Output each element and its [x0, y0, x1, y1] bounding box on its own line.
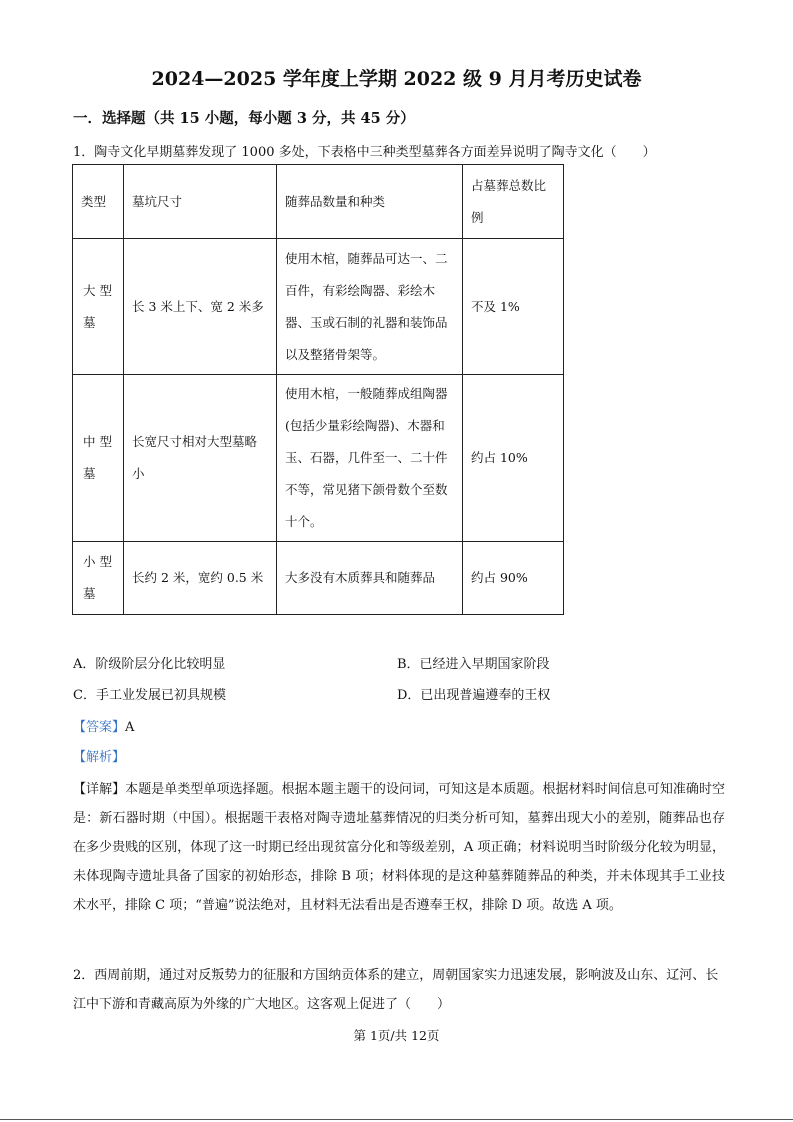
question-2-stem: 2．西周前期，通过对反叛势力的征服和方国纳贡体系的建立，周朝国家实力迅速发展，影响波及山东、辽河、长江中下游和青藏高原为外缘的广大地区。这客观上促进了（ ）: [73, 968, 719, 1012]
bottom-divider: [0, 1119, 793, 1120]
cell-goods: 大多没有木质葬具和随葬品: [277, 542, 463, 615]
answer-value: A: [125, 720, 135, 735]
answer-line: [73, 716, 134, 735]
tomb-comparison-table: [72, 164, 564, 615]
option-c[interactable]: C．手工业发展已初具规模: [73, 688, 226, 703]
answer-label: 【答案】: [73, 720, 126, 735]
header-cell-type: 类型: [73, 165, 124, 239]
cell-size: 长 3 米上下、宽 2 米多: [124, 239, 277, 375]
question-1-stem: 1．陶寺文化早期墓葬发现了 1000 多处，下表格中三种类型墓葬各方面差异说明了陶寺文化（ ）: [73, 145, 656, 160]
cell-type: 小 型 墓: [73, 542, 124, 615]
header-cell-goods: 随葬品数量和种类: [277, 165, 463, 239]
cell-ratio: 约占 90%: [463, 542, 564, 615]
exam-title: 2024—2025 学年度上学期 2022 级 9 月月考历史试卷: [151, 68, 642, 90]
cell-ratio: 不及 1%: [463, 239, 564, 375]
table-row: [73, 239, 564, 375]
cell-goods: 使用木棺，随葬品可达一、二百件，有彩绘陶器、彩绘木器、玉或石制的礼器和装饰品以及整猪骨架等。: [277, 239, 463, 375]
header-cell-size: 墓坑尺寸: [124, 165, 277, 239]
option-b[interactable]: B．已经进入早期国家阶段: [397, 657, 550, 672]
section-heading: 一．选择题（共 15 小题，每小题 3 分，共 45 分）: [73, 110, 415, 127]
table-header-row: [73, 165, 564, 239]
cell-type: 中 型 墓: [73, 375, 124, 542]
option-a[interactable]: A．阶级阶层分化比较明显: [73, 657, 226, 672]
detailed-explanation: 【详解】本题是单类型单项选择题。根据本题主题干的设问词，可知这是本质题。根据材料时间信息可知准确时空是：新石器时期（中国）。根据题干表格对陶寺遗址墓葬情况的归类分析可知，墓葬出现大小的差别，随葬品也存在多少贵贱的区别，体现了这一时期已经出现贫富分化和等级差别，A 项正确；材料说明当时阶级分化较为明显，未体现陶寺遗址具备了国家的初始形态，排除 B 项；材料体现的是这种墓葬随葬品的种类，并未体现其手工业技术水平，排除 C 项；“普遍”说法绝对，且材料无法看出是否遵奉王权，排除 D 项。故选 A 项。: [73, 782, 725, 913]
option-d[interactable]: D．已出现普遍遵奉的王权: [397, 688, 551, 703]
header-cell-ratio: 占墓葬总数比例: [463, 165, 564, 239]
cell-ratio: 约占 10%: [463, 375, 564, 542]
cell-type: 大 型 墓: [73, 239, 124, 375]
analysis-label: 【解析】: [73, 750, 126, 765]
table-row: [73, 542, 564, 615]
cell-goods: 使用木棺，一般随葬成组陶器(包括少量彩绘陶器)、木器和玉、石器，几件至一、二十件不等，常见猪下颌骨数个至数十个。: [277, 375, 463, 542]
page-footer: 第 1页/共 12页: [353, 1028, 440, 1043]
table-row: [73, 375, 564, 542]
cell-size: 长约 2 米，宽约 0.5 米: [124, 542, 277, 615]
cell-size: 长宽尺寸相对大型墓略小: [124, 375, 277, 542]
